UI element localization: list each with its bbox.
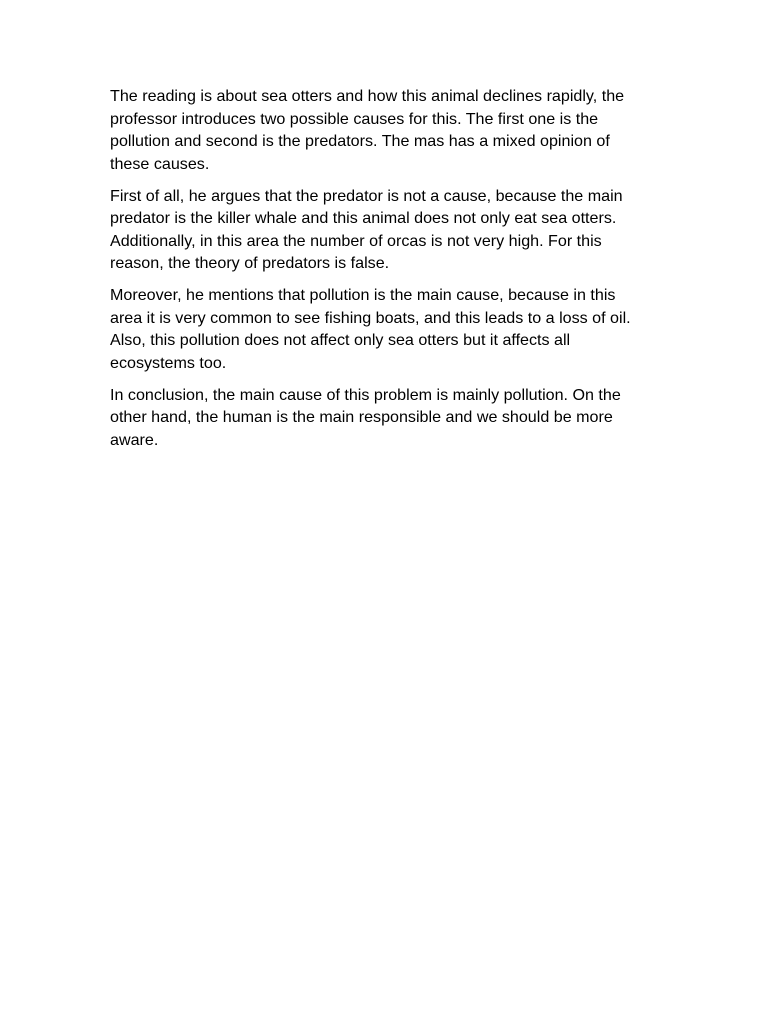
paragraph-conclusion: In conclusion, the main cause of this problem is mainly pollution. On the other hand, the human is the main responsible and we should be more aware.	[110, 385, 621, 449]
paragraph-pollution: Moreover, he mentions that pollution is the main cause, because in this area it is very common to see fishing boats, and this leads to a loss of oil. Also, this pollution does not affect only sea otters but it affects all ecosystems too.	[110, 286, 631, 372]
document-body	[110, 85, 650, 461]
paragraph-predators: First of all, he argues that the predator is not a cause, because the main predator is the killer whale and this animal does not only eat sea otters. Additionally, in this area the number of orcas is not very high. For this reason, the theory of predators is false.	[110, 186, 623, 272]
paragraph-introduction: The reading is about sea otters and how this animal declines rapidly, the professor introduces two possible causes for this. The first one is the pollution and second is the predators. The mas has a mixed opinion of these causes.	[110, 87, 625, 173]
